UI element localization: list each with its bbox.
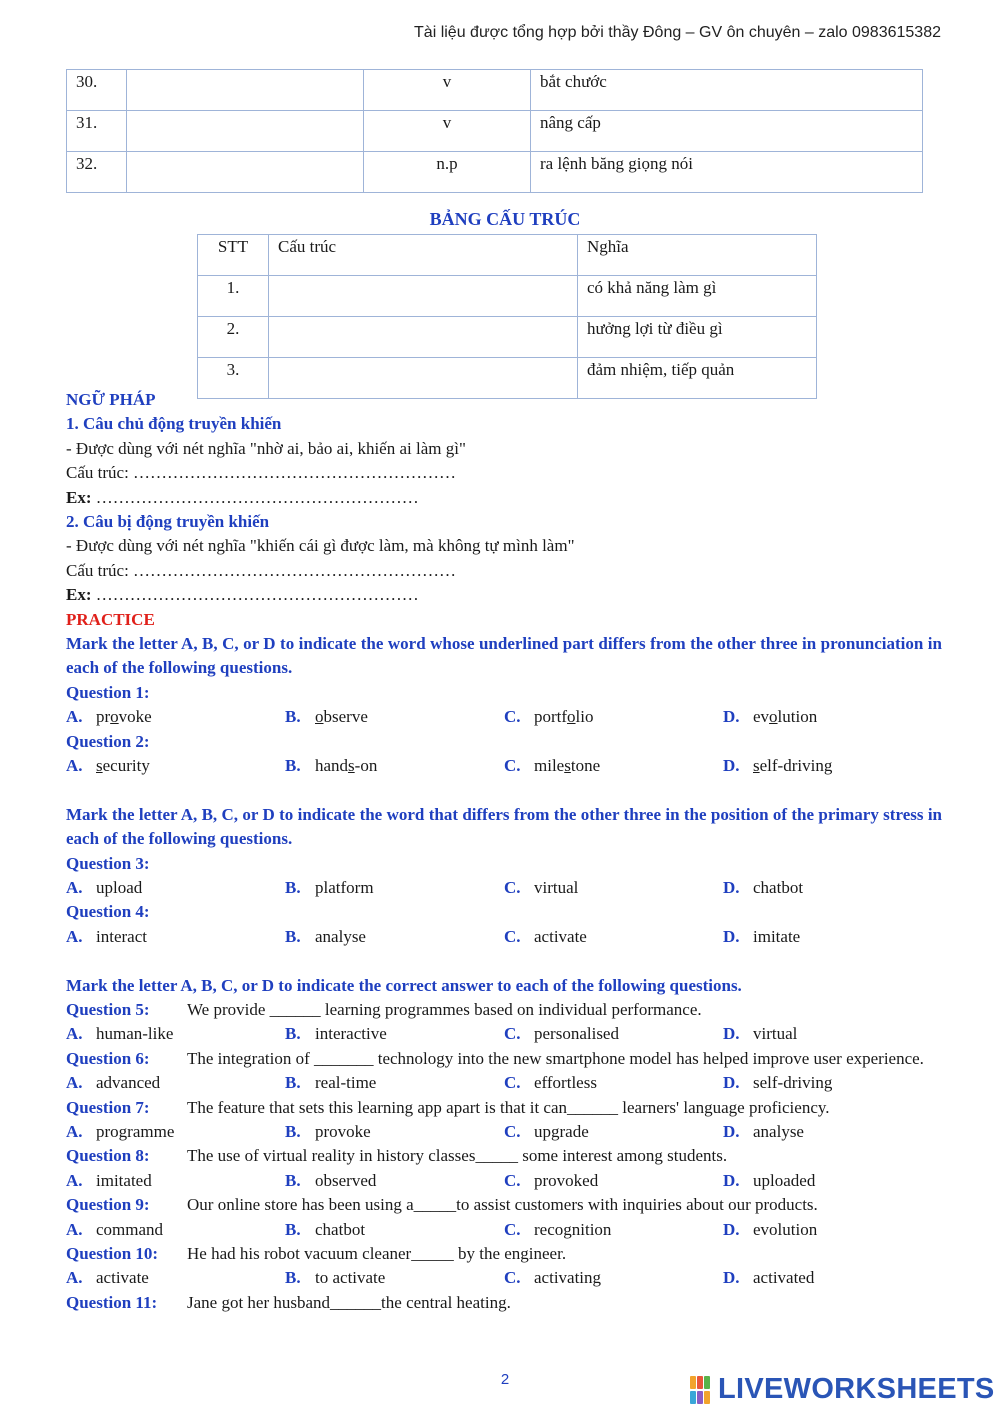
table-row: [67, 152, 923, 193]
option-letter: C.: [504, 1219, 521, 1239]
answer-options: [66, 876, 942, 900]
option-letter: D.: [723, 1219, 740, 1239]
option-text: recognition: [534, 1219, 612, 1239]
option-text: imitate: [753, 926, 801, 946]
meaning-cell: đảm nhiệm, tiếp quản: [578, 358, 817, 399]
option-b[interactable]: [285, 754, 504, 778]
word-cell: [127, 152, 364, 193]
answer-options: [66, 754, 942, 778]
meaning-cell: ra lệnh băng giọng nói: [531, 152, 923, 193]
option-d[interactable]: [723, 754, 942, 778]
option-text: lution: [777, 707, 818, 727]
meaning-cell: hưởng lợi từ điều gì: [578, 317, 817, 358]
option-letter: C.: [504, 1268, 521, 1288]
option-letter: D.: [723, 1268, 740, 1288]
option-letter: A.: [66, 1219, 83, 1239]
option-d[interactable]: [723, 1218, 942, 1242]
option-text: interactive: [315, 1024, 387, 1044]
row-number: 31.: [67, 111, 127, 152]
example-label: Ex:: [66, 585, 92, 605]
option-a[interactable]: [66, 1022, 285, 1046]
option-text: activated: [753, 1268, 815, 1288]
row-number: 1.: [198, 276, 269, 317]
question-label: Question 6:: [66, 1048, 150, 1068]
option-b[interactable]: [285, 1120, 504, 1144]
question-text: Our online store has been using a_____to assist customers with inquiries about our products.: [187, 1195, 818, 1215]
option-d[interactable]: [723, 925, 942, 949]
option-d[interactable]: [723, 876, 942, 900]
option-text: lio: [575, 707, 594, 727]
option-text: to activate: [315, 1268, 386, 1288]
option-text: elf-driving: [759, 756, 833, 776]
option-letter: C.: [504, 1073, 521, 1093]
spacer: [66, 778, 942, 802]
option-text: chatbot: [753, 878, 804, 898]
option-text: -on: [354, 756, 378, 776]
option-text: uploaded: [753, 1170, 816, 1190]
option-text: platform: [315, 878, 374, 898]
grammar-section-title: 2. Câu bị động truyền khiến: [66, 512, 270, 532]
option-text: ev: [753, 707, 770, 727]
option-a[interactable]: [66, 1120, 285, 1144]
liveworksheets-logo-icon: [690, 1376, 716, 1404]
option-b[interactable]: [285, 1266, 504, 1290]
example-dots: …………………………………………………: [91, 585, 419, 605]
question-text: The use of virtual reality in history classes_____ some interest among students.: [187, 1146, 728, 1166]
option-text: analyse: [753, 1122, 804, 1142]
example-dots: …………………………………………………: [91, 487, 419, 507]
option-a[interactable]: [66, 876, 285, 900]
page-header: Tài liệu được tổng hợp bởi thầy Đông – GV ôn chuyên – zalo 0983615382: [414, 24, 941, 41]
underlined-part: s: [96, 756, 103, 776]
option-letter: A.: [66, 878, 83, 898]
option-text: self-driving: [753, 1073, 833, 1093]
option-letter: A.: [66, 926, 83, 946]
word-cell: [127, 111, 364, 152]
grammar-structure-line: Cấu trúc: …………………………………………………: [66, 463, 457, 483]
option-text: tone: [570, 756, 601, 776]
option-text: bserve: [323, 707, 368, 727]
option-letter: A.: [66, 1024, 83, 1044]
option-b[interactable]: [285, 1169, 504, 1193]
question-label: Question 9:: [66, 1195, 150, 1215]
option-text: analyse: [315, 926, 366, 946]
practice-heading: PRACTICE: [66, 609, 155, 629]
structure-table-title: BẢNG CẤU TRÚC: [429, 209, 581, 229]
option-letter: B.: [285, 1219, 301, 1239]
option-c[interactable]: [504, 876, 723, 900]
meaning-cell: nâng cấp: [531, 111, 923, 152]
row-number: 30.: [67, 70, 127, 111]
example-label: Ex:: [66, 487, 92, 507]
option-text: human-like: [96, 1024, 174, 1044]
option-text: activate: [534, 926, 587, 946]
option-c[interactable]: [504, 705, 723, 729]
option-text: upgrade: [534, 1122, 589, 1142]
grammar-structure-line: Cấu trúc: …………………………………………………: [66, 560, 457, 580]
grammar-description: - Được dùng với nét nghĩa "khiến cái gì được làm, mà không tự mình làm": [66, 536, 575, 556]
option-letter: C.: [504, 878, 521, 898]
question-row: [66, 1193, 942, 1217]
option-a[interactable]: [66, 1266, 285, 1290]
instruction-pronunciation: Mark the letter A, B, C, or D to indicate the word whose underlined part differs from the other three in pronunciation in each of the following questions.: [66, 634, 942, 678]
word-type: n.p: [364, 152, 531, 193]
option-letter: B.: [285, 756, 301, 776]
question-text: We provide ______ learning programmes based on individual performance.: [187, 1000, 702, 1020]
option-letter: C.: [504, 756, 521, 776]
option-a[interactable]: [66, 925, 285, 949]
option-d[interactable]: [723, 1266, 942, 1290]
option-letter: D.: [723, 1170, 740, 1190]
option-c[interactable]: [504, 1169, 723, 1193]
instruction-stress: Mark the letter A, B, C, or D to indicate the word that differs from the other three in the position of the primary stress in each of the following questions.: [66, 804, 942, 849]
header-meaning: Nghĩa: [578, 235, 817, 276]
answer-options: [66, 1071, 942, 1095]
option-c[interactable]: [504, 1071, 723, 1095]
option-b[interactable]: [285, 1071, 504, 1095]
option-text: chatbot: [315, 1219, 366, 1239]
option-letter: A.: [66, 756, 83, 776]
underlined-part: s: [753, 756, 760, 776]
option-a[interactable]: [66, 1169, 285, 1193]
table-row: [67, 111, 923, 152]
header-structure: Cấu trúc: [269, 235, 578, 276]
answer-options: [66, 925, 942, 949]
option-letter: C.: [504, 926, 521, 946]
header-stt: STT: [198, 235, 269, 276]
option-letter: A.: [66, 1122, 83, 1142]
option-text: virtual: [753, 1024, 798, 1044]
option-d[interactable]: [723, 1169, 942, 1193]
question-text: The feature that sets this learning app apart is that it can______ learners' language proficiency.: [187, 1097, 830, 1117]
grammar-heading: NGỮ PHÁP: [66, 390, 156, 409]
grammar-description: - Được dùng với nét nghĩa "nhờ ai, bảo ai, khiến ai làm gì": [66, 438, 466, 458]
option-text: hand: [315, 756, 349, 776]
option-letter: B.: [285, 1122, 301, 1142]
option-letter: B.: [285, 926, 301, 946]
page-number: 2: [500, 1371, 510, 1388]
option-letter: B.: [285, 1268, 301, 1288]
option-letter: B.: [285, 1024, 301, 1044]
table-row: [198, 317, 817, 358]
option-text: advanced: [96, 1073, 161, 1093]
answer-options: [66, 1022, 942, 1046]
option-text: activating: [534, 1268, 602, 1288]
answer-options: [66, 1169, 942, 1193]
option-b[interactable]: [285, 1218, 504, 1242]
option-letter: C.: [504, 1024, 521, 1044]
grammar-section-title: 1. Câu chủ động truyền khiến: [66, 414, 282, 434]
option-text: voke: [118, 707, 152, 727]
option-letter: D.: [723, 707, 740, 727]
option-d[interactable]: [723, 705, 942, 729]
option-c[interactable]: [504, 925, 723, 949]
question-label: Question 2:: [66, 731, 150, 751]
vocabulary-table: [66, 69, 923, 193]
option-text: interact: [96, 926, 147, 946]
option-c[interactable]: [504, 1218, 723, 1242]
table-header-row: [198, 235, 817, 276]
option-text: pr: [96, 707, 111, 727]
question-label: Question 4:: [66, 902, 150, 922]
answer-options: [66, 1266, 942, 1290]
option-text: upload: [96, 878, 143, 898]
option-text: activate: [96, 1268, 149, 1288]
option-c[interactable]: [504, 1022, 723, 1046]
option-letter: C.: [504, 1170, 521, 1190]
instruction-correct-answer: Mark the letter A, B, C, or D to indicate the correct answer to each of the following questions.: [66, 975, 742, 995]
structure-cell: [269, 276, 578, 317]
option-a[interactable]: [66, 1218, 285, 1242]
structure-cell: [269, 317, 578, 358]
option-text: observed: [315, 1170, 377, 1190]
option-letter: D.: [723, 1122, 740, 1142]
option-b[interactable]: [285, 876, 504, 900]
option-text: programme: [96, 1122, 175, 1142]
question-label: Question 7:: [66, 1097, 150, 1117]
option-d[interactable]: [723, 1022, 942, 1046]
option-text: imitated: [96, 1170, 152, 1190]
option-letter: D.: [723, 878, 740, 898]
option-d[interactable]: [723, 1120, 942, 1144]
option-letter: B.: [285, 878, 301, 898]
underlined-part: o: [567, 707, 576, 727]
option-b[interactable]: [285, 1022, 504, 1046]
answer-options: [66, 1218, 942, 1242]
option-a[interactable]: [66, 754, 285, 778]
underlined-part: o: [315, 707, 324, 727]
option-text: provoke: [315, 1122, 371, 1142]
option-letter: A.: [66, 1073, 83, 1093]
question-row: [66, 1242, 942, 1266]
underlined-part: s: [348, 756, 355, 776]
option-letter: B.: [285, 707, 301, 727]
answer-options: [66, 705, 942, 729]
question-row: [66, 1291, 942, 1315]
option-letter: D.: [723, 1073, 740, 1093]
option-text: personalised: [534, 1024, 619, 1044]
grammar-example-line: [66, 583, 942, 607]
grammar-example-line: [66, 486, 942, 510]
option-letter: B.: [285, 1073, 301, 1093]
option-text: evolution: [753, 1219, 818, 1239]
option-letter: A.: [66, 1170, 83, 1190]
question-label: Question 10:: [66, 1244, 159, 1264]
option-letter: D.: [723, 756, 740, 776]
question-row: [66, 1047, 942, 1071]
question-row: [66, 998, 942, 1022]
question-label: Question 11:: [66, 1292, 158, 1312]
option-letter: A.: [66, 1268, 83, 1288]
question-text: He had his robot vacuum cleaner_____ by the engineer.: [187, 1244, 567, 1264]
question-label: Question 8:: [66, 1146, 150, 1166]
main-content: [66, 388, 942, 1315]
option-letter: C.: [504, 707, 521, 727]
option-text: real-time: [315, 1073, 377, 1093]
underlined-part: o: [769, 707, 778, 727]
option-text: mile: [534, 756, 565, 776]
option-b[interactable]: [285, 925, 504, 949]
word-type: v: [364, 70, 531, 111]
question-text: The integration of _______ technology into the new smartphone model has helped improve user experience.: [187, 1048, 924, 1068]
option-text: ecurity: [102, 756, 150, 776]
question-text: Jane got her husband______the central heating.: [187, 1292, 511, 1312]
table-row: [198, 276, 817, 317]
option-c[interactable]: [504, 1266, 723, 1290]
option-letter: B.: [285, 1170, 301, 1190]
underlined-part: s: [564, 756, 571, 776]
question-label: Question 3:: [66, 853, 150, 873]
answer-options: [66, 1120, 942, 1144]
option-text: command: [96, 1219, 164, 1239]
question-row: [66, 1096, 942, 1120]
question-label: Question 5:: [66, 1000, 150, 1020]
option-c[interactable]: [504, 1120, 723, 1144]
option-letter: A.: [66, 707, 83, 727]
option-a[interactable]: [66, 705, 285, 729]
word-cell: [127, 70, 364, 111]
option-text: effortless: [534, 1073, 597, 1093]
option-a[interactable]: [66, 1071, 285, 1095]
option-text: provoked: [534, 1170, 599, 1190]
question-row: [66, 1144, 942, 1168]
liveworksheets-logo: [690, 1373, 995, 1406]
liveworksheets-logo-text: LIVEWORKSHEETS: [718, 1373, 995, 1405]
question-label: Question 1:: [66, 682, 150, 702]
row-number: 32.: [67, 152, 127, 193]
option-letter: D.: [723, 1024, 740, 1044]
option-letter: C.: [504, 1122, 521, 1142]
spacer: [66, 949, 942, 973]
table-row: [67, 70, 923, 111]
row-number: 3.: [198, 358, 269, 399]
option-text: portf: [534, 707, 568, 727]
option-b[interactable]: [285, 705, 504, 729]
meaning-cell: có khả năng làm gì: [578, 276, 817, 317]
structure-table: [197, 234, 817, 399]
option-c[interactable]: [504, 754, 723, 778]
row-number: 2.: [198, 317, 269, 358]
option-text: virtual: [534, 878, 579, 898]
meaning-cell: bắt chước: [531, 70, 923, 111]
option-d[interactable]: [723, 1071, 942, 1095]
option-letter: D.: [723, 926, 740, 946]
underlined-part: o: [110, 707, 119, 727]
word-type: v: [364, 111, 531, 152]
